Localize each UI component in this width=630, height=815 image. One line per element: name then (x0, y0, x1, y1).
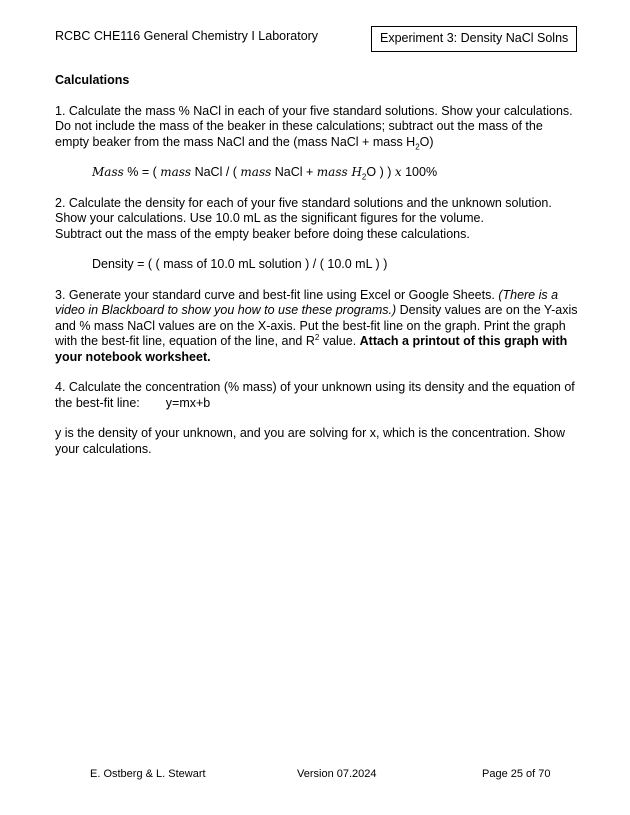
formula-part: % = ( (123, 165, 161, 179)
instruction-4-text: 4. Calculate the concentration (% mass) of your unknown using its density and the equation of the best-fit line: (55, 380, 575, 410)
formula-var: mass (160, 165, 192, 179)
instruction-3-bold: Attach a printout of this graph with your notebook worksheet. (55, 334, 568, 364)
header-experiment-box: Experiment 3: Density NaCl Solns (371, 26, 577, 52)
mass-percent-formula (55, 165, 580, 181)
header-course-title: RCBC CHE116 General Chemistry I Laboratory (55, 29, 319, 43)
best-fit-equation: y=mx+b (165, 395, 211, 410)
formula-var: mass (240, 165, 272, 179)
superscript: 2 (314, 332, 320, 342)
instruction-3-c: value. (319, 334, 360, 348)
formula-part: NaCl / ( (191, 165, 241, 179)
footer-version: Version 07.2024 (297, 768, 377, 780)
formula-var: mass H (316, 165, 362, 179)
instruction-3 (55, 288, 580, 366)
formula-part: O ) ) (366, 165, 395, 179)
instruction-3-italic: (There is a video in Blackboard to show you how to use these programs.) (55, 287, 559, 317)
instruction-2-text2: Subtract out the mass of the empty beaker before doing these calculations. (55, 226, 470, 241)
formula-var: Mass (92, 165, 124, 179)
instruction-3-a: 3. Generate your standard curve and best-fit line using Excel or Google Sheets. (55, 287, 499, 302)
formula-var: x (394, 165, 402, 179)
density-formula: Density = ( ( mass of 10.0 mL solution ) / ( 10.0 mL ) ) (92, 257, 388, 271)
subscript: 2 (361, 172, 367, 182)
page-content (55, 73, 580, 472)
instruction-1-text: 1. Calculate the mass % NaCl in each of your five standard solutions. Show your calculations. Do not include the mass of the beaker in these calculations; subtract out the mass of the empty beaker from the mass NaCl and the (mass NaCl + mass H (55, 103, 573, 149)
formula-part: 100% (401, 165, 438, 179)
instruction-3-b: Density values are on the Y-axis and % mass NaCl values are on the X-axis. Put the best-fit line on the graph. Print the graph with the best-fit line, equation of the line, and R (55, 303, 578, 348)
formula-part: NaCl + (271, 165, 317, 179)
note-paragraph: y is the density of your unknown, and you are solving for x, which is the concentration. Show your calculations. (55, 426, 565, 456)
instruction-1 (55, 104, 580, 151)
subscript: 2 (415, 142, 420, 151)
section-heading: Calculations (55, 73, 130, 87)
instruction-1-end: O) (419, 134, 434, 149)
instruction-2 (55, 196, 580, 243)
footer-page-number: Page 25 of 70 (482, 768, 551, 780)
footer-authors: E. Ostberg & L. Stewart (90, 768, 206, 780)
instruction-4 (55, 380, 580, 411)
instruction-2-text: 2. Calculate the density for each of your five standard solutions and the unknown solution. Show your calculations. Use 10.0 mL as the significant figures for the volume. (55, 195, 552, 225)
